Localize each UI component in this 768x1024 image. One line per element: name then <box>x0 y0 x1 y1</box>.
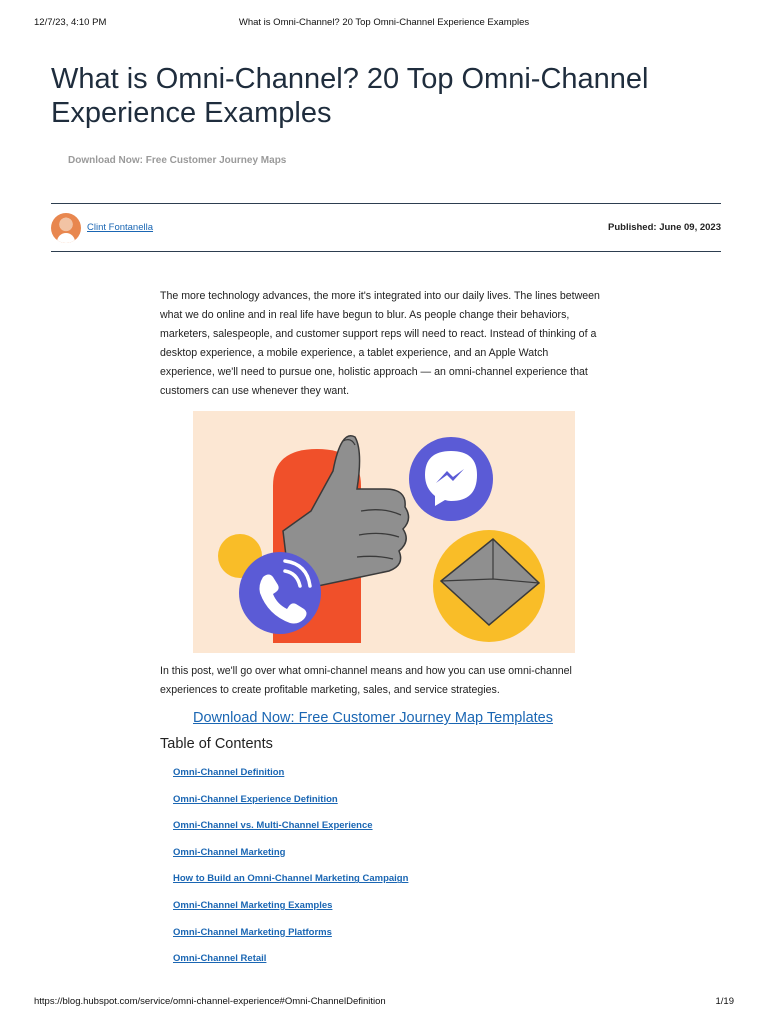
messenger-icon <box>409 437 493 521</box>
print-doc-title: What is Omni-Channel? 20 Top Omni-Channel Experience Examples <box>238 17 530 28</box>
toc-link-marketing[interactable]: Omni-Channel Marketing <box>173 846 286 858</box>
hero-illustration <box>193 411 575 653</box>
post-intro-paragraph: In this post, we'll go over what omni-channel means and how you can use omni-channel experiences to create profitable marketing, sales, and service strategies. <box>160 665 572 696</box>
hero-svg <box>193 411 575 653</box>
envelope-icon <box>433 530 545 642</box>
print-page-number: 1/19 <box>715 996 734 1007</box>
divider-top <box>51 203 721 204</box>
phone-call-icon <box>239 552 321 634</box>
published-date: Published: June 09, 2023 <box>608 222 721 233</box>
toc-item <box>173 900 408 927</box>
toc-link-retail[interactable]: Omni-Channel Retail <box>173 953 267 965</box>
author-row <box>51 213 721 243</box>
article-title: What is Omni-Channel? 20 Top Omni-Channel Experience Examples <box>51 63 649 129</box>
print-url: https://blog.hubspot.com/service/omni-channel-experience#Omni-ChannelDefinition <box>34 996 386 1007</box>
toc-list <box>173 767 408 980</box>
download-templates-link[interactable]: Download Now: Free Customer Journey Map Templates <box>193 710 553 726</box>
toc-item <box>173 953 408 980</box>
author-avatar[interactable] <box>51 213 81 243</box>
toc-link-marketing-platforms[interactable]: Omni-Channel Marketing Platforms <box>173 926 332 938</box>
toc-item <box>173 847 408 874</box>
toc-item <box>173 767 408 794</box>
top-cta-link[interactable]: Download Now: Free Customer Journey Maps <box>68 155 287 166</box>
avatar-shirt <box>57 233 75 243</box>
toc-link-experience-definition[interactable]: Omni-Channel Experience Definition <box>173 793 338 805</box>
divider-bottom <box>51 251 721 252</box>
author-name-link[interactable]: Clint Fontanella <box>87 222 154 233</box>
toc-heading: Table of Contents <box>160 736 273 752</box>
toc-item <box>173 927 408 954</box>
toc-item <box>173 873 408 900</box>
toc-item <box>173 820 408 847</box>
toc-link-omni-vs-multi[interactable]: Omni-Channel vs. Multi-Channel Experience <box>173 820 373 832</box>
toc-item <box>173 794 408 821</box>
toc-link-build-campaign[interactable]: How to Build an Omni-Channel Marketing Campaign <box>173 873 409 885</box>
print-datetime: 12/7/23, 4:10 PM <box>34 17 107 28</box>
intro-paragraph: The more technology advances, the more it's integrated into our daily lives. The lines between what we do online and in real life have begun to blur. As people change their behaviors, marketers, salespeople, and customer support reps will need to react. Instead of thinking of a desktop experience, a mobile experience, a tablet experience, and an Apple Watch experience, we'll need to pursue one, holistic approach — an omni-channel experience that customers can use whenever they want. <box>160 290 600 397</box>
toc-link-omni-channel-definition[interactable]: Omni-Channel Definition <box>173 767 285 778</box>
toc-link-marketing-examples[interactable]: Omni-Channel Marketing Examples <box>173 899 333 911</box>
